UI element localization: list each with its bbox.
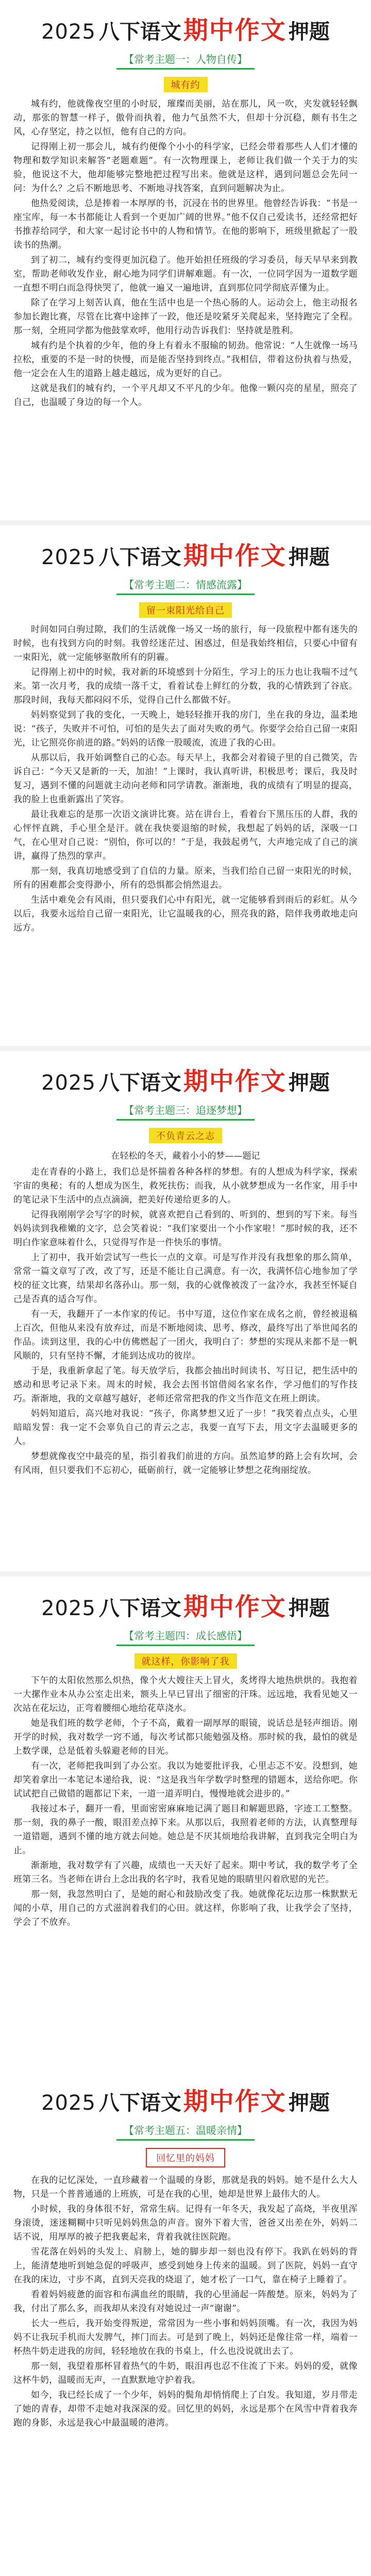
essay-section-5 xyxy=(0,2071,371,2576)
essay-section-2 xyxy=(0,526,371,1046)
essay-epigraph: 在轻松的冬天，藏着小小的梦——题记 xyxy=(111,1151,260,1161)
essay-paragraph: 那一刻，我真切地感受到了自信的力量。原来，当我们给自己留一束阳光的时候，所有的困难都会变得渺小，所有的恐惧都会悄然退去。 xyxy=(13,866,358,890)
essay-paragraph: 从那以后，我开始调整自己的心态。每天早上，我都会对着镜子里的自己微笑，告诉自己：“今天又是新的一天，加油！”上课时，我认真听讲，积极思考；课后，我及时复习，遇到不懂的问题就主动向老师和同学请教。渐渐地，我的成绩有了明显的提高，我的脸上也重新露出了笑容。 xyxy=(13,753,358,805)
essay-title: 不负青云之志 xyxy=(149,1128,222,1143)
page-title: 2025 八下语文期中作文 押题 xyxy=(41,16,330,45)
essay-title: 留一束阳光给自己 xyxy=(139,602,232,618)
essay-paragraph: 时间如同白驹过隙，我们的生活就像一场又一场的旅行，每一段旅程中都有迷失的时候，也有找到方向的时刻。我曾经迷茫过、困惑过，但是我始终相信，只要心中留有一束阳光，就一定能够驱散所有的阴霾。 xyxy=(13,624,358,663)
essay-paragraph: 有一天，我翻开了一本作家的传记。书中写道，这位作家在成名之前，曾经被退稿上百次，但他从来没有放弃过，而是不断地阅读、思考、修改，最终写出了举世闻名的作品。读到这里，我的心中仿佛燃起了一团火，我明白了：梦想的实现从来都不是一帆风顺的，只有坚持不懈，才能到达成功的彼岸。 xyxy=(13,1309,358,1361)
essay-paragraph: 在我的记忆深处，一直珍藏着一个温暖的身影，那就是我的妈妈。她不是什么大人物，只是一个普普通通的上班族，可是在我的心里，她却是世界上最伟大的人。 xyxy=(13,2175,358,2199)
theme-label: 【常考主题二：情感流露】 xyxy=(116,577,255,595)
essay-paragraph: 最让我难忘的是那一次语文演讲比赛。站在讲台上，看着台下黑压压的人群，我的心怦怦直跳，手心里全是汗。就在我快要退缩的时候，我想起了妈妈的话，深吸一口气，在心里对自己说：“别怕，你可以的！”于是，我鼓起勇气，大声地完成了自己的演讲，赢得了热烈的掌声。 xyxy=(13,809,358,861)
section-divider xyxy=(0,1571,371,1577)
essay-section-3 xyxy=(0,1051,371,1571)
essay-paragraph: 长大一些后，我开始变得叛逆，常常因为一些小事和妈妈顶嘴。有一次，我因为妈妈不让我玩手机而大发脾气，摔门而去。可是到了晚上，妈妈还是像往常一样，端着一杯热牛奶走进我的房间，轻轻地放在我的书桌上，什么也没说就出去了。 xyxy=(13,2318,358,2357)
section-divider xyxy=(0,1046,371,1051)
essay-paragraph: 于是，我重新拿起了笔。每天放学后，我都会抽出时间读书、写日记，把生活中的感动和思考记录下来。周末的时候，我会去图书馆借阅名家名作，学习他们的写作技巧。渐渐地，我的文章越写越好，老师还常常把我的作文当作范文在班上朗读。 xyxy=(13,1366,358,1404)
essay-paragraph: 生活中难免会有风雨，但只要我们心中有阳光，就一定能够看到雨后的彩虹。从今以后，我要永远给自己留一束阳光，让它温暖我的心，照亮我的路，陪伴我勇敢地走向远方。 xyxy=(13,895,358,933)
section-divider xyxy=(0,520,371,526)
page-title: 2025 八下语文期中作文 押题 xyxy=(41,1067,330,1096)
essay-paragraph: 上了初中，我开始尝试写一些长一点的文章。可是写作并没有我想象的那么简单，常常一篇文章写了改，改了写，还是不能让自己满意。有一次，我满怀信心地参加了学校的征文比赛，结果却名落孙山。那一刻，我的心就像被泼了一盆冷水，我甚至怀疑自己是否真的适合写作。 xyxy=(13,1252,358,1304)
essay-paragraph: 我接过本子，翻开一看，里面密密麻麻地记满了题目和解题思路，字迹工工整整。那一刻，我的鼻子一酸，眼泪差点掉下来。从那以后，我照着老师的方法，认真整理每一道错题，遇到不懂的地方就去问她。她总是不厌其烦地给我讲解，直到我完全明白为止。 xyxy=(13,1804,358,1856)
theme-label: 【常考主题一：人物自传】 xyxy=(116,51,255,70)
page-title: 2025 八下语文期中作文 押题 xyxy=(41,1592,330,1621)
essay-paragraph: 如今，我已经长成了一个少年，妈妈的鬓角却悄悄爬上了白发。我知道，岁月带走了她的青春，却带不走她对我深深的爱。回忆里的妈妈，永远是那个在风雪中背着我奔跑的身影，永远是我心中最温暖的港湾。 xyxy=(13,2390,358,2428)
essay-section-4 xyxy=(0,1577,371,2071)
essay-paragraph: 妈妈察觉到了我的变化，一天晚上，她轻轻推开我的房门，坐在我的身边，温柔地说：“孩子，失败并不可怕，可怕的是失去了面对失败的勇气。你要学会给自己留一束阳光，让它照亮你前进的路。”妈妈的话像一股暖流，流进了我的心田。 xyxy=(13,710,358,748)
essay-paragraph: 记得刚上初中的时候，我对新的环境感到十分陌生，学习上的压力也让我喘不过气来。第一次月考，我的成绩一落千丈，看着试卷上鲜红的分数，我的心情跌到了谷底。那段时间，我每天都闷闷不乐，觉得自己什么都做不好。 xyxy=(13,667,358,705)
essay-paragraph: 梦想就像夜空中最亮的星，指引着我们前进的方向。虽然追梦的路上会有坎坷，会有风雨，但只要我们不忘初心，砥砺前行，就一定能够让梦想之花绚丽绽放。 xyxy=(13,1451,358,1476)
essay-paragraph: 下午的太阳依然那么炽热，像个火大嫂往天上冒火，炙烤得大地热烘烘的。我抱着一大摞作业本从办公室走出来，额头上早已冒出了细密的汗珠。远远地，我看见她又一次站在花坛边，正弯着腰细心地给花草浇水。 xyxy=(13,1675,358,1714)
essay-paragraph: 记得我刚刚学会写字的时候，就喜欢把自己看到的、听到的、想到的写下来。每当妈妈读到我稚嫩的文字，总会笑着说：“我们家要出一个小作家啦！”那时候的我，还不明白作家意味着什么，只觉得写作是一件快乐的事情。 xyxy=(13,1210,358,1248)
essay-title: 就这样，你影响了我 xyxy=(134,1653,237,1669)
theme-label: 【常考主题三：追逐梦想】 xyxy=(116,1102,255,1121)
essay-section-1 xyxy=(0,0,371,520)
essay-paragraph: 那一刻，我望着那杯冒着热气的牛奶，眼泪再也忍不住流了下来。妈妈的爱，就像这杯牛奶，温暖而无声，一直默默地守护着我。 xyxy=(13,2361,358,2385)
essay-paragraph: 看着妈妈疲惫的面容和布满血丝的眼睛，我的心里涌起一阵酸楚。原来，妈妈为了我，付出了那么多，而我却从来没有对她说过一声“谢谢”。 xyxy=(13,2290,358,2314)
essay-paragraph: 渐渐地，我对数学有了兴趣，成绩也一天天好了起来。期中考试，我的数学考了全班第三名。当老师在讲台上念出我的名字时，我看见她的眼睛里闪着欣慰的光芒。 xyxy=(13,1860,358,1885)
essay-title: 城有约 xyxy=(164,77,208,92)
essay-paragraph: 小时候，我的身体很不好，常常生病。记得有一年冬天，我发起了高烧，半夜里浑身滚烫，迷迷糊糊中只听见妈妈焦急的声音。窗外下着大雪，爸爸又出差在外，妈妈二话不说，用厚厚的被子把我裹起来，背着我就往医院跑。 xyxy=(13,2204,358,2242)
theme-label: 【常考主题四：成长感悟】 xyxy=(116,1628,255,1646)
essay-title: 回忆里的妈妈 xyxy=(146,2148,225,2167)
essay-paragraph: 那一刻，我忽然明白了，是她的耐心和鼓励改变了我。她就像花坛边那一株默默无闻的小草，用自己的方式滋润着我们的心田。就这样，你影响了我，让我学会了坚持，学会了不放弃。 xyxy=(13,1889,358,1927)
essay-paragraph: 城有约是个执着的少年，他的身上有着永不服输的韧劲。他常说：“人生就像一场马拉松，重要的不是一时的快慢，而是能否坚持到终点。”我相信，带着这份执着与热爱，他一定会在人生的道路上越走越远，成为更好的自己。 xyxy=(13,341,358,379)
essay-paragraph: 走在青春的小路上，我们总是怀揣着各种各样的梦想。有的人想成为科学家，探索宇宙的奥秘；有的人想成为医生，救死扶伤；而我，从小就梦想成为一名作家，用手中的笔记录下生活中的点点滴滴，把美好传递给更多的人。 xyxy=(13,1167,358,1205)
essay-paragraph: 他热爱阅读，总是捧着一本厚厚的书，沉浸在书的世界里。他曾经告诉我：“书是一座宝库，每一本书都能让人看到一个更加广阔的世界。”他不仅自己爱读书，还经常把好书推荐给同学，和大家一起讨论书中的人物和情节。在他的影响下，班级里掀起了一股读书的热潮。 xyxy=(13,198,358,250)
essay-paragraph: 这就是我们的城有约，一个平凡却又不平凡的少年。他像一颗闪亮的星星，照亮了自己，也温暖了身边的每一个人。 xyxy=(13,383,358,408)
essay-paragraph: 她是我们班的数学老师，个子不高，戴着一副厚厚的眼镜，说话总是轻声细语。刚开学的时候，我对数学一窍不通，每次考试都只能勉强及格。那时候的我，最怕的就是上数学课，总是低着头躲避老师的目光。 xyxy=(13,1718,358,1756)
essay-paragraph: 有一次，老师把我叫到了办公室。我以为她要批评我，心里忐忑不安。没想到，她却笑着拿出一本笔记本递给我，说：“这是我当年学数学时整理的错题本，送给你吧。你试试把自己做错的题都记下来，一道一道弄明白，慢慢地就会进步的。” xyxy=(13,1761,358,1799)
essay-paragraph: 记得刚上初一那会儿，城有约便像个小小的科学家，已经会带着那些人人们才懂的物理和数学知识来解答“老题难题”。有一次物理课上，老师让我们做一个关于力的实验，他说这不大，他却能够完整地把过程写出来。他就是这样，遇到问题总会先问一问：为什么？之后不断地思考、不断地寻找答案，直到问题解决为止。 xyxy=(13,142,358,194)
essay-paragraph: 妈妈知道后，高兴地对我说：“孩子，你离梦想又近了一步！”我笑着点点头，心里暗暗发誓：我一定不会辜负自己的青云之志，我要一直写下去，用文字去温暖更多的人。 xyxy=(13,1409,358,1447)
essay-paragraph: 雪花落在妈妈的头发上、肩膀上，她的脚步却一刻也没有停下。我趴在妈妈的背上，能清楚地听到她急促的呼吸声，感受到她身上传来的温暖。到了医院，妈妈一直守在我的床边，寸步不离，直到天亮我的烧退了，她才松了一口气，靠在椅子上睡着了。 xyxy=(13,2247,358,2285)
theme-label: 【常考主题五：温暖亲情】 xyxy=(116,2122,255,2141)
page-title: 2025 八下语文期中作文 押题 xyxy=(41,541,330,570)
essay-paragraph: 除了在学习上刻苦认真，他在生活中也是一个热心肠的人。运动会上，他主动报名参加长跑比赛，尽管在比赛中途摔了一跤，他还是咬紧牙关爬起来，坚持跑完了全程。那一刻，全班同学都为他鼓掌欢呼，他用行动告诉我们：坚持就是胜利。 xyxy=(13,298,358,336)
essay-paragraph: 城有约，他就像夜空里的小时辰，璀璨而美丽，站在那儿，风一吹，夹发就轻轻飘动，那张的智慧一样子，傲骨而执着，他力气虽然不大，但却十分沉稳，颇有书生之风，心存坚定，持之以恒，他有自己的方向。 xyxy=(13,99,358,137)
page-title: 2025 八下语文期中作文 押题 xyxy=(41,2087,330,2116)
essay-paragraph: 到了初二，城有约变得更加沉稳了。他开始担任班级的学习委员，每天早早来到教室，帮助老师收发作业，耐心地为同学们讲解难题。有一次，一位同学因为一道数学题一直想不明白而急得快哭了，他就一遍又一遍地讲，直到那位同学彻底弄懂为止。 xyxy=(13,255,358,293)
